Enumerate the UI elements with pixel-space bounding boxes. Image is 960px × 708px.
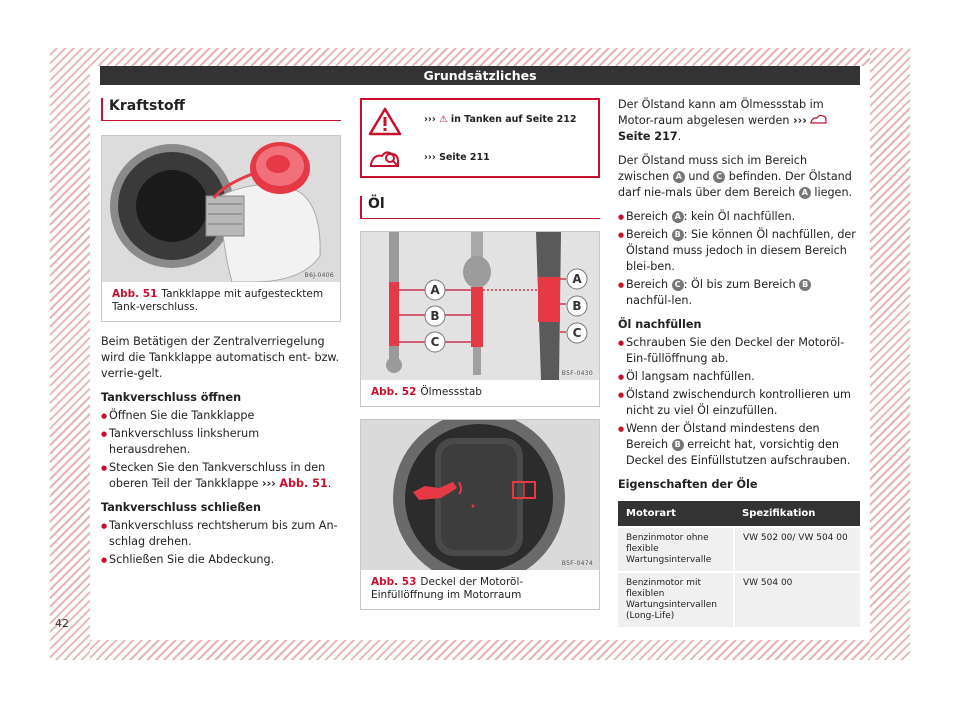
list-item-text: nachfül-len. — [626, 294, 692, 307]
list-item: ● Schrauben Sie den Deckel der Motoröl-Ein-füllöffnung ab. — [618, 335, 860, 367]
range-badge-a: A — [672, 211, 684, 223]
ref-arrows: ››› — [424, 152, 436, 163]
warning-ref-text: in Tanken auf Seite 212 — [450, 114, 577, 125]
environment-ref[interactable] — [424, 152, 490, 163]
figure-caption-text: Deckel der Motoröl-Einfüllöffnung im Motorraum — [371, 576, 524, 601]
oil-spec-table — [618, 501, 860, 627]
hatch-border-right — [870, 48, 910, 660]
figure-code: B6J-0406 — [304, 272, 334, 279]
refill-heading: Öl nachfüllen — [618, 318, 702, 331]
environment-ref-text: Seite 211 — [439, 152, 490, 163]
list-item — [618, 421, 860, 469]
list-item: ● Öffnen Sie die Tankklappe — [101, 408, 341, 424]
fuel-intro: Beim Betätigen der Zentralverriegelung wird die Tankklappe automatisch ent- bzw. verrie-gelt. — [101, 335, 340, 380]
dipstick-label-b-right: B — [572, 299, 582, 313]
figure-label: Abb. 52 — [371, 386, 417, 398]
close-heading: Tankverschluss schließen — [101, 501, 261, 514]
list-item — [618, 227, 860, 275]
table-header-row — [618, 501, 860, 527]
oil-cap-illustration — [361, 420, 599, 570]
list-item: ● Ölstand zwischendurch kontrollieren um nicht zu viel Öl einzufüllen. — [618, 387, 860, 419]
section-title-oil: Öl — [360, 196, 600, 219]
figure-caption-text: Ölmessstab — [420, 386, 482, 398]
range-badge-b: B — [672, 439, 684, 451]
figure-oil-cap — [360, 419, 600, 610]
table-row — [618, 572, 860, 627]
figure-label: Abb. 53 — [371, 576, 417, 588]
dipstick-paragraph: Der Ölstand kann am Ölmessstab im Motor-raum abgelesen werden ››› Seite 217. — [618, 97, 860, 145]
oil-cap-image — [361, 420, 599, 570]
warning-box — [360, 98, 600, 178]
fuel-flap-image — [102, 136, 340, 282]
hatch-border-bottom — [50, 640, 910, 660]
paragraph-text: liegen. — [814, 186, 853, 199]
list-item: ● Öl langsam nachfüllen. — [618, 369, 860, 385]
page-link[interactable]: Seite 217 — [618, 130, 678, 143]
figure-dipstick — [360, 231, 600, 407]
dipstick-illustration — [361, 232, 599, 380]
ref-arrows: ››› — [261, 477, 276, 490]
list-item-text: Bereich — [626, 278, 669, 291]
column-fuel — [101, 95, 341, 576]
table-cell: Benzinmotor mit flexiblen Wartungsintervallen (Long-Life) — [618, 572, 734, 627]
list-item: ● Schließen Sie die Abdeckung. — [101, 552, 341, 568]
range-badge-b: B — [672, 229, 684, 241]
list-item-text: erreicht hat, vorsichtig den Deckel des Einfüllstutzen aufschrauben. — [626, 438, 851, 467]
page-number: 42 — [55, 617, 69, 630]
section-title-fuel: Kraftstoff — [101, 98, 341, 121]
table-cell: VW 504 00 — [734, 572, 860, 627]
ref-arrows: ››› — [793, 114, 807, 127]
ref-arrows: ››› — [424, 114, 436, 125]
list-item-text: : kein Öl nachfüllen. — [683, 210, 796, 223]
list-item — [618, 209, 860, 225]
figure-fuel-flap — [101, 135, 341, 322]
column-oil-text — [618, 97, 860, 627]
open-heading: Tankverschluss öffnen — [101, 391, 242, 404]
warning-triangle-icon — [368, 106, 402, 136]
chapter-header: Grundsätzliches — [100, 66, 860, 85]
paragraph-text: befinden. Der Ölstand darf nie-mals über dem Bereich — [618, 170, 852, 199]
warning-small-icon: ⚠ — [439, 114, 448, 125]
list-item-text: Stecken Sie den Tankverschluss in den oberen Teil der Tankklappe — [109, 461, 326, 490]
figure-code: B5F-0430 — [561, 370, 593, 377]
figure-caption — [361, 570, 599, 609]
list-item-text: : Sie können Öl nachfüllen, der Ölstand muss jedoch in diesem Bereich blei-ben. — [626, 228, 856, 273]
table-row — [618, 527, 860, 572]
paragraph-text: Der Ölstand kann am Ölmessstab im Motor-raum abgelesen werden — [618, 98, 824, 127]
list-item-text: : Öl bis zum Bereich — [683, 278, 796, 291]
range-badge-c: C — [713, 171, 725, 183]
range-badge-a: A — [799, 187, 811, 199]
oil-range-paragraph — [618, 153, 860, 201]
figure-code: B5F-0474 — [561, 560, 593, 567]
dipstick-label-c: C — [430, 335, 440, 349]
list-item-text: Wenn der Ölstand mindestens den Bereich — [626, 422, 820, 451]
figure-caption — [361, 380, 599, 406]
warning-ref[interactable] — [424, 114, 577, 125]
warning-row — [362, 102, 598, 140]
hatch-border-top — [50, 48, 910, 66]
figure-label: Abb. 51 — [112, 288, 158, 300]
list-item-text: Bereich — [626, 210, 669, 223]
figure-caption-text: Tankklappe mit aufgestecktem Tank-verschluss. — [112, 288, 324, 313]
environment-icon — [810, 113, 828, 125]
list-item-text: Bereich — [626, 228, 669, 241]
hatch-border-left — [50, 48, 90, 660]
dipstick-image — [361, 232, 599, 380]
paragraph-text: und — [688, 170, 710, 183]
list-item: ● Tankverschluss rechtsherum bis zum An-schlag drehen. — [101, 518, 341, 550]
figure-caption — [102, 282, 340, 321]
environment-icon — [368, 144, 402, 174]
list-item: ● Tankverschluss linksherum herausdrehen. — [101, 426, 341, 458]
environment-row — [362, 140, 598, 178]
range-badge-a: A — [673, 171, 685, 183]
table-header: Motorart — [618, 501, 734, 527]
table-header: Spezifikation — [734, 501, 860, 527]
dipstick-label-a: A — [430, 283, 440, 297]
range-badge-b: B — [799, 279, 811, 291]
list-item: ● Stecken Sie den Tankverschluss in den oberen Teil der Tankklappe ››› Abb. 51. — [101, 460, 341, 492]
dipstick-label-a-right: A — [572, 272, 582, 286]
table-cell: VW 502 00/ VW 504 00 — [734, 527, 860, 572]
fuel-flap-illustration — [102, 136, 340, 282]
props-heading: Eigenschaften der Öle — [618, 478, 758, 491]
range-badge-c: C — [672, 279, 684, 291]
refill-steps — [618, 335, 860, 469]
paragraph-text: Der Ölstand muss sich im Bereich zwischen — [618, 154, 808, 183]
dipstick-label-c-right: C — [572, 326, 582, 340]
figure-link[interactable]: Abb. 51 — [279, 477, 328, 490]
column-oil — [360, 95, 600, 610]
close-steps — [101, 518, 341, 568]
dipstick-label-b: B — [430, 309, 440, 323]
open-steps — [101, 408, 341, 492]
table-cell: Benzinmotor ohne flexible Wartungsintervalle — [618, 527, 734, 572]
range-list — [618, 209, 860, 309]
list-item — [618, 277, 860, 309]
